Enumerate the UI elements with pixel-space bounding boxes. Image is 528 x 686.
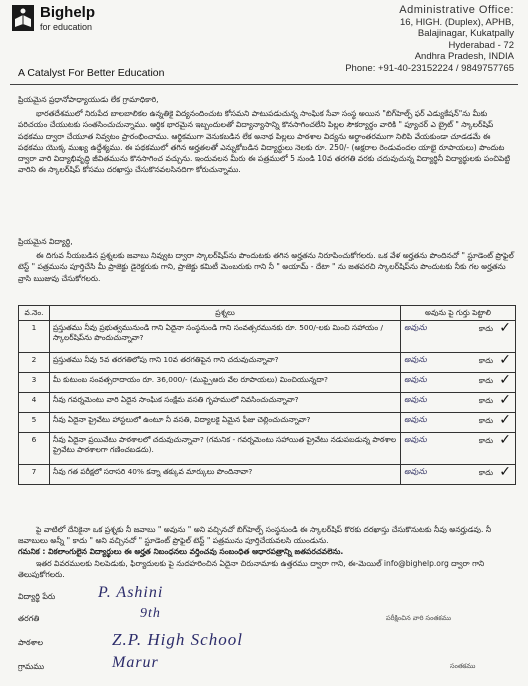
village-value: Marur xyxy=(112,654,159,671)
table-row xyxy=(19,393,516,413)
class-value: 9th xyxy=(140,606,161,621)
row-question: నీవు ఏదైనా ప్రైవేటు హాస్టలులో ఉంటూ నీ వసతి, విద్యాలకై ఏమైన ఫీజు చెల్లించుచున్నావా? xyxy=(50,413,401,433)
no-option[interactable]: కాదు xyxy=(478,356,493,365)
no-option[interactable]: కాదు xyxy=(478,416,493,425)
row-question: నీవు ఏదైనా ప్రయివేటు పాఠశాలలో చదువుచున్నావా? (గమనిక - గవర్నమెంటు సహాయిత ప్రైవేటు నడుపబడున్న పాఠశాల ప్రైవేటు పాఠశాలగా గణించబడదు). xyxy=(50,433,401,465)
disqualification-paragraph: పై వాటిలో దేనికైనా ఒక ప్రశ్నకు నీ జవాబు " అవును " అని వచ్చినచో బిగ్‌హెల్ప్ సంస్థనుండి ఈ స్కాలర్‌షిప్ కొరకు దరఖాస్తు చేసుకొనుటకు నీవు అనర్హుడవు. నీ జవాబులు అన్నీ " కాదు " అని వచ్చినచో " స్టూడెంట్ ప్రొఫైల్ టెస్ట్ " పత్రమును పూర్తిచేయవలసి యుండును. xyxy=(18,525,492,546)
no-option[interactable]: కాదు xyxy=(478,396,493,405)
contact-paragraph: ఇతర వివరములకు నిలపెడుకు, ఫిర్యాదులకు పై నుదహరించిన ఏదైనా చిరునామాకు ఉత్తరము ద్వారా గాని, ఈ-మెయిల్ info@bighelp.org ద్వారా గాని తెలుపుకోగలరు. xyxy=(18,559,485,580)
office-line: Balajinagar, Kukatpally xyxy=(417,28,514,39)
checkmark-icon: ✓ xyxy=(499,320,511,336)
brand-name: Bighelp xyxy=(40,4,95,21)
answer-cell xyxy=(401,465,516,485)
header-divider xyxy=(10,84,518,85)
brand-subtitle: for education xyxy=(40,22,93,32)
office-phone: Phone: +91-40-23152224 / 9849757765 xyxy=(345,62,514,74)
table-header-row xyxy=(19,306,516,321)
table-row xyxy=(19,373,516,393)
bighelp-logo-icon xyxy=(12,5,34,31)
class-label: తరగతి xyxy=(18,614,40,623)
answer-cell xyxy=(401,373,516,393)
office-heading: Administrative Office: xyxy=(399,4,514,16)
school-label: పాఠశాల xyxy=(18,638,44,647)
answer-cell xyxy=(401,321,516,353)
office-line: 16, HIGH. (Duplex), APHB, xyxy=(399,16,514,28)
column-header-no: వ.నెం. xyxy=(19,306,50,321)
yes-option[interactable]: అవును xyxy=(404,435,427,444)
row-number: 4 xyxy=(19,393,50,413)
column-header-question: ప్రశ్నలు xyxy=(50,306,401,321)
table-row xyxy=(19,465,516,485)
yes-option[interactable]: అవును xyxy=(404,375,427,384)
table-row xyxy=(19,433,516,465)
salutation: ప్రియమైన ప్రధానోపాధ్యాయుడు లేక గ్రామాధికారి, xyxy=(18,95,159,104)
instruction-paragraph: ఈ దిగువ నీయబడిన ప్రశ్నలకు జవాబు నివ్వుట ద్వారా స్కాలర్‌షిప్‌ను పొందుటకు తగిన అర్హతను నిరూపించుకోగలరు. ఒక వేళ అర్హతను పొందినచో " స్టూడెంట్ ప్రొఫైల్ టెస్ట్ " పత్రమును పూర్తిచేసి మీ ప్రాజెక్టు డైరెక్టరుకు గాని, ప్రాజెక్టు కమిటీ మెంబరుకు గాని నీ " అయామ్ - దేటా " ను జతపరచి స్కాలర్‌షిప్‌ను పొందుటకు నీకు గల అర్హతను వ్రాసి ఋజువు చేసుకోగలరు. xyxy=(18,251,514,283)
tagline: A Catalyst For Better Education xyxy=(18,67,165,79)
table-row xyxy=(19,353,516,373)
yes-option[interactable]: అవును xyxy=(404,355,427,364)
no-option[interactable]: కాదు xyxy=(478,324,493,333)
intro-paragraph: భారతదేశములో నిరుపేద బాలబాలికల ఉన్నతికై విద్యనందించుట కోసమని పాటుపడుచున్న సాంఘిక సేవా సంస్థ అయిన "బిగ్‌హెల్ప్ ఫర్ ఎడ్యుకేషన్"ను మీకు పరిచయం చేయుటకు సంతసించుచున్నాము. ఆర్థిక భారమైన ఇబ్బందులతో విద్యాన్యాసాన్ని కొనసాగించలేని పిల్లల సౌకర్యార్థం వారికి " ప్యూచర్ ఎ బ్రైట్ " స్కాలర్‌షిప్ పథకము ద్వారా చేయూత నివ్వటం ప్రారంభించాము. ఆర్థికముగా వెనుకబడిన లేక అనాథ పిల్లలు పాఠశాల విద్యను అర్థాంతరముగా నిలిపి వేయకుండా చూడడమే ఈ పథకము యొక్క ముఖ్య ఉద్దేశ్యము. ఈ పథకములో తగిన అర్హతలతో ఎన్నుకోబడిన విద్యార్థులు నెలకు రూ. 250/- (అక్షరాల రెండువందల యాభై రూపాయలు) పొందుట ద్వారా వారి విద్యాభివృద్ధి జీవితమును కొనసాగించ వచ్చును. ఇందువలన మీరు ఈ పత్రములో 5 నుండి 10వ తరగతి వరకు చదువుచున్న విద్యార్థినీ విద్యార్థులకు పంచిపెట్టి వారిని ఈ స్కాలర్‌షిప్ కోసము దరఖాస్తు చేసుకొనవలసినదిగా కోరుచున్నాము. xyxy=(18,109,511,175)
answer-cell xyxy=(401,393,516,413)
checkmark-icon: ✓ xyxy=(499,372,511,388)
checkmark-icon: ✓ xyxy=(499,352,511,368)
signature-label: సంతకము xyxy=(450,662,476,670)
row-number: 3 xyxy=(19,373,50,393)
eligibility-table xyxy=(18,305,516,485)
student-name-label: విద్యార్థి పేరు xyxy=(18,592,56,601)
office-line: Hyderabad - 72 xyxy=(448,39,514,51)
office-line: Andhra Pradesh, INDIA xyxy=(414,51,514,62)
yes-option[interactable]: అవును xyxy=(404,323,427,332)
yes-option[interactable]: అవును xyxy=(404,467,427,476)
column-header-answer: అవును పై గుర్తు పెట్టాలి xyxy=(401,306,516,321)
school-value: Z.P. High School xyxy=(112,630,243,649)
row-question: నీవు గవర్నమెంటు వారి ఏదైన సాంఘిక సంక్షేమ వసతి గృహములో నివసించుచున్నావా? xyxy=(50,393,401,413)
checkmark-icon: ✓ xyxy=(499,464,511,480)
checkmark-icon: ✓ xyxy=(499,432,511,448)
row-question: ప్రస్తుతము నీవు 5వ తరగతిలోపు గాని 10వ తరగతిపైన గాని చదువుచున్నావా? xyxy=(50,353,401,373)
answer-cell xyxy=(401,353,516,373)
table-row xyxy=(19,413,516,433)
answer-cell xyxy=(401,413,516,433)
row-number: 7 xyxy=(19,465,50,485)
row-number: 2 xyxy=(19,353,50,373)
yes-option[interactable]: అవును xyxy=(404,395,427,404)
student-salutation: ప్రియమైన విద్యార్థి, xyxy=(18,237,73,246)
answer-cell xyxy=(401,433,516,465)
checkmark-icon: ✓ xyxy=(499,412,511,428)
no-option[interactable]: కాదు xyxy=(478,468,493,477)
office-address xyxy=(345,5,514,74)
examiner-signature-label: పరీక్షించిన వారి సంతకము xyxy=(386,614,451,622)
row-question: ప్రస్తుతము నీవు ప్రభుత్వమునుండి గాని ఏదైనా సంస్థనుండి గాని సంవత్సరమునకు రూ. 500/-లకు మించి సహాయం / స్కాలర్‌షిప్‌ను పొందుచున్నావా? xyxy=(50,321,401,353)
checkmark-icon: ✓ xyxy=(499,392,511,408)
yes-option[interactable]: అవును xyxy=(404,415,427,424)
row-number: 6 xyxy=(19,433,50,465)
row-question: నీవు గత పరీక్షలో సరాసరి 40% కన్నా తక్కువ మార్కులు పొందినావా? xyxy=(50,465,401,485)
no-option[interactable]: కాదు xyxy=(478,436,493,445)
row-number: 1 xyxy=(19,321,50,353)
table-row xyxy=(19,321,516,353)
no-option[interactable]: కాదు xyxy=(478,376,493,385)
note-paragraph: గమనిక : వికలాంగులైన విద్యార్థులు ఈ అర్హత నిబంధనలు వర్తించవు సంబంధిత ఆధారపత్రాన్ని జతపరచవలెను. xyxy=(18,547,344,556)
row-question: మీ కుటుంబ సంవత్సరాదాయం రూ. 36,000/- (ముప్పైఆరు వేల రూపాయలు) మించియున్నదా? xyxy=(50,373,401,393)
row-number: 5 xyxy=(19,413,50,433)
student-name-value: P. Ashini xyxy=(98,584,164,601)
village-label: గ్రామము xyxy=(18,662,45,671)
